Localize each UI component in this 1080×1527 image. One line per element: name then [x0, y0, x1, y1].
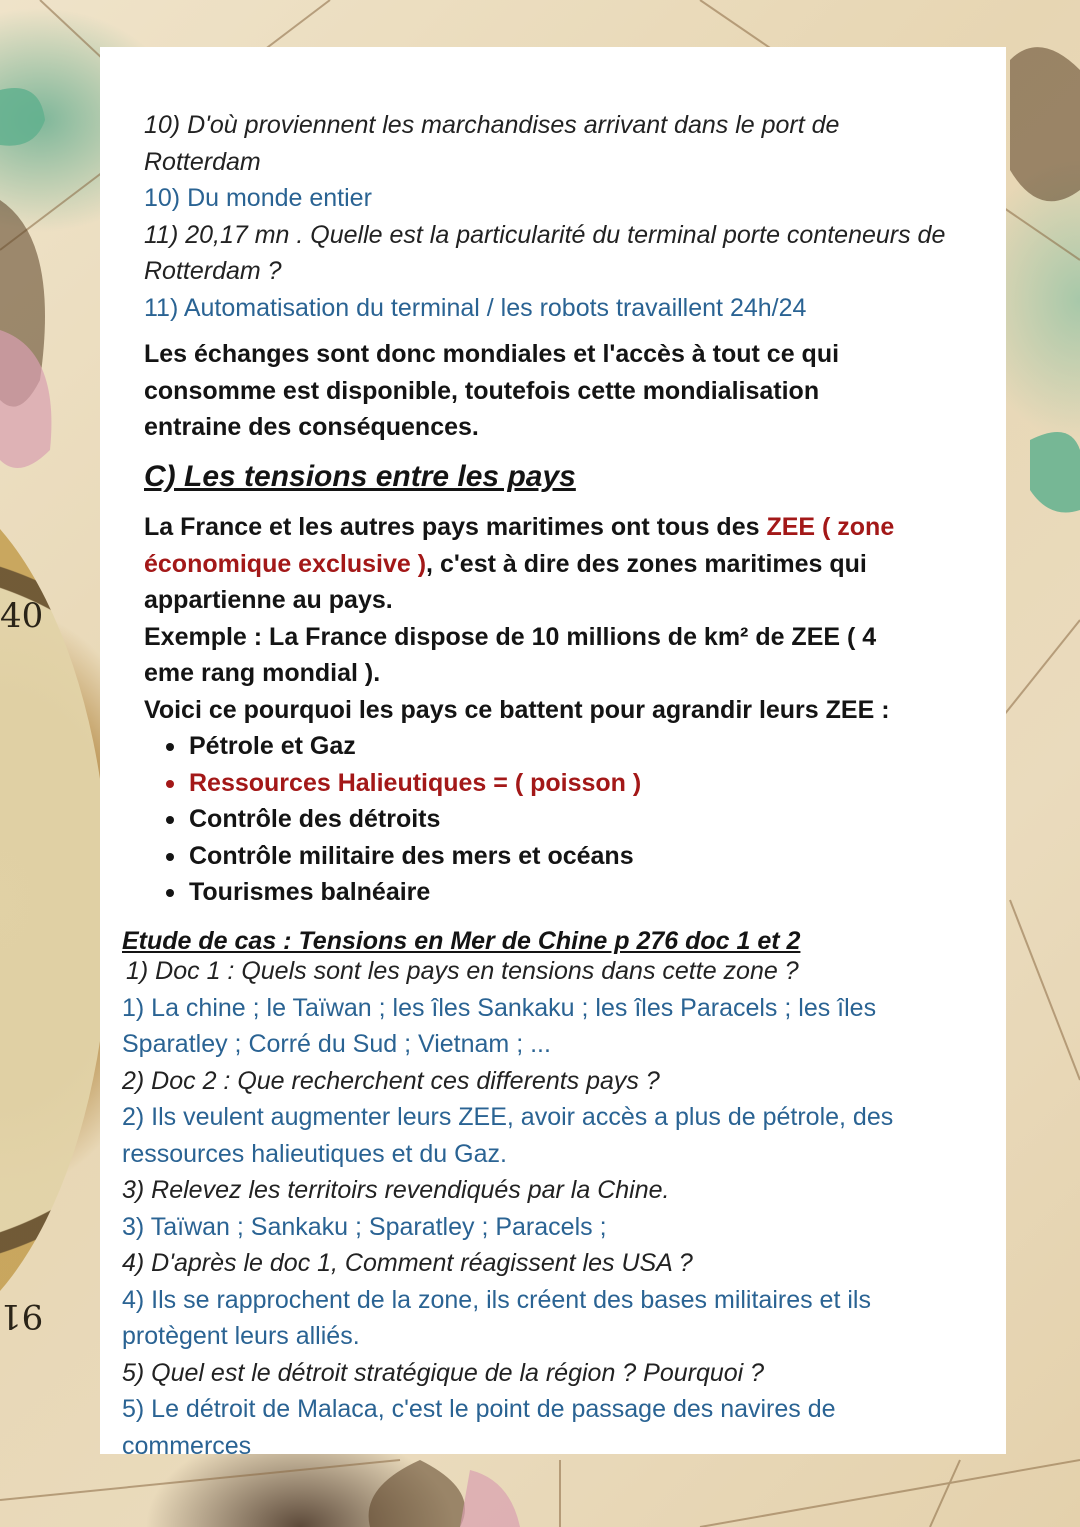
- case-answer-2-line1: 2) Ils veulent augmenter leurs ZEE, avoir accès a plus de pétrole, des: [122, 1103, 894, 1131]
- question-11-line1: 11) 20,17 mn . Quelle est la particularité du terminal porte conteneurs de: [144, 220, 946, 249]
- question-10-line1: 10) D'où proviennent les marchandises arrivant dans le port de: [144, 111, 840, 139]
- intro-line1: [144, 509, 1006, 546]
- case-answer-4-line2: protègent leurs alliés.: [122, 1322, 360, 1350]
- question-11-line2: Rotterdam ?: [144, 257, 282, 285]
- case-study: [122, 925, 1006, 1464]
- section-b-questions: [144, 107, 1006, 326]
- reason-item: Pétrole et Gaz: [144, 728, 1006, 765]
- example-line2: eme rang mondial ).: [144, 659, 381, 687]
- compass-number-40: 40: [0, 596, 44, 636]
- case-study-title: Etude de cas : Tensions en Mer de Chine p 276 doc 1 et 2: [122, 927, 801, 955]
- conclusion-line2: consomme est disponible, toutefois cette mondialisation: [144, 376, 820, 405]
- case-question-4: 4) D'après le doc 1, Comment réagissent les USA ?: [122, 1249, 693, 1277]
- compass-number-91: 91: [0, 1296, 44, 1336]
- conclusion-paragraph: [144, 336, 1006, 446]
- content-card: [100, 47, 1006, 1460]
- case-answer-1-line1: 1) La chine ; le Taïwan ; les îles Sankaku ; les îles Paracels ; les îles: [122, 993, 877, 1022]
- section-c-intro: [144, 509, 1006, 911]
- reason-item: Contrôle militaire des mers et océans: [144, 838, 1006, 875]
- reasons-intro: Voici ce pourquoi les pays ce battent pour agrandir leurs ZEE :: [144, 695, 890, 724]
- reason-item: Contrôle des détroits: [144, 801, 1006, 838]
- case-answer-5-line2: commerces: [122, 1431, 252, 1460]
- case-question-2: 2) Doc 2 : Que recherchent ces differents pays ?: [122, 1066, 660, 1095]
- reasons-list: [144, 728, 1006, 911]
- case-answer-5-line1: 5) Le détroit de Malaca, c'est le point de passage des navires de: [122, 1395, 836, 1423]
- answer-11: 11) Automatisation du terminal / les robots travaillent 24h/24: [144, 293, 807, 322]
- case-question-3: 3) Relevez les territoirs revendiqués par la Chine.: [122, 1176, 670, 1204]
- case-answer-2-line2: ressources halieutiques et du Gaz.: [122, 1139, 507, 1168]
- answer-10: 10) Du monde entier: [144, 184, 372, 212]
- intro-line3: appartienne au pays.: [144, 586, 393, 614]
- case-answer-4-line1: 4) Ils se rapprochent de la zone, ils créent des bases militaires et ils: [122, 1285, 871, 1314]
- intro-line2: [144, 546, 1006, 583]
- reason-item: Tourismes balnéaire: [144, 874, 1006, 911]
- case-question-1: 1) Doc 1 : Quels sont les pays en tensions dans cette zone ?: [126, 957, 799, 985]
- conclusion-line1: Les échanges sont donc mondiales et l'accès à tout ce qui: [144, 340, 840, 368]
- reason-item-highlighted: Ressources Halieutiques = ( poisson ): [144, 765, 1006, 802]
- example-line1: Exemple : La France dispose de 10 millions de km² de ZEE ( 4: [144, 622, 877, 651]
- case-question-5: 5) Quel est le détroit stratégique de la région ? Pourquoi ?: [122, 1358, 765, 1387]
- zee-definition: économique exclusive ): [144, 549, 427, 578]
- intro-line1-text: La France et les autres pays maritimes ont tous des: [144, 513, 767, 541]
- zee-term: ZEE ( zone: [766, 513, 895, 541]
- intro-line2-text: , c'est à dire des zones maritimes qui: [426, 549, 867, 578]
- case-answer-1-line2: Sparatley ; Corré du Sud ; Vietnam ; ...: [122, 1030, 551, 1058]
- case-answer-3: 3) Taïwan ; Sankaku ; Sparatley ; Paracels ;: [122, 1212, 607, 1241]
- question-10-line2: Rotterdam: [144, 147, 261, 176]
- section-c-title: C) Les tensions entre les pays: [144, 460, 576, 493]
- conclusion-line3: entraine des conséquences.: [144, 413, 479, 441]
